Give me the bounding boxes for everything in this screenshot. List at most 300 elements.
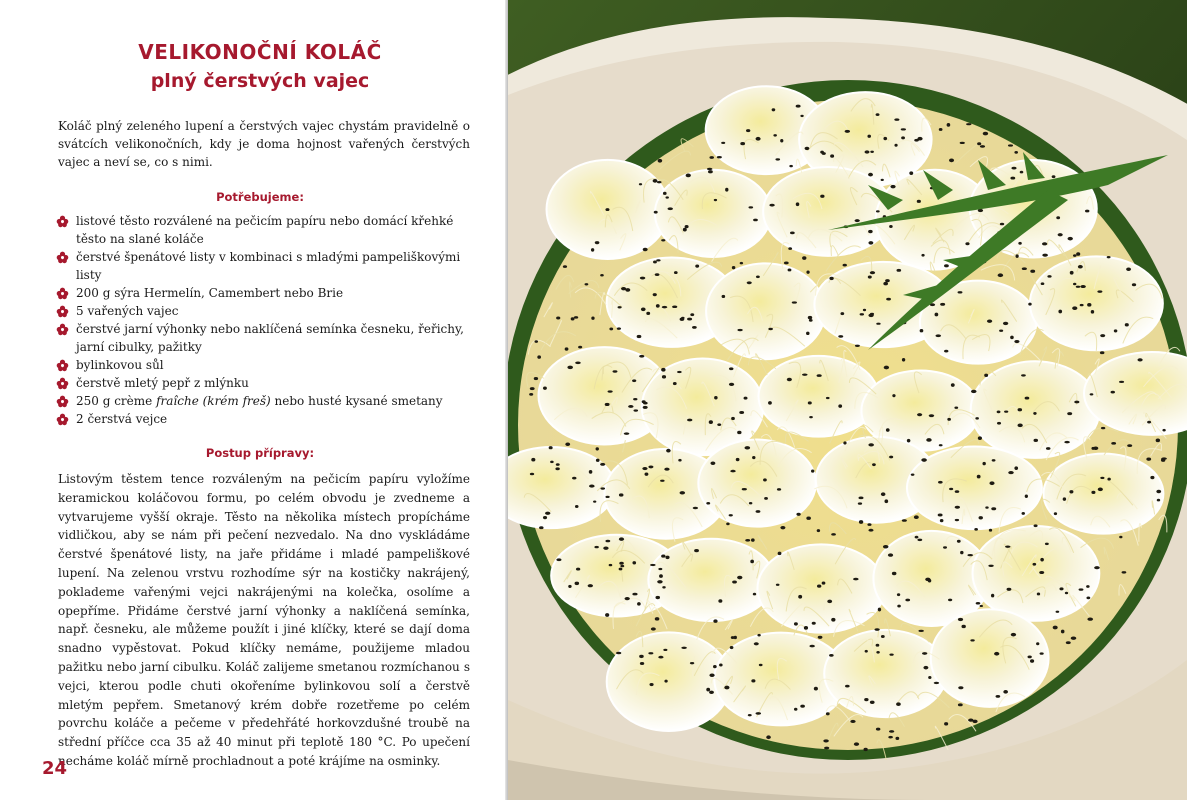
seed: [672, 305, 677, 308]
seed: [939, 128, 943, 131]
seed: [876, 644, 880, 647]
ingredients-list: [54, 212, 474, 428]
seed: [1042, 254, 1048, 257]
seed: [1037, 592, 1040, 595]
seed: [1071, 637, 1077, 640]
seed: [534, 340, 538, 343]
egg-slice: [824, 630, 946, 717]
seed: [868, 443, 874, 446]
seed: [567, 366, 573, 369]
seed: [1010, 177, 1015, 180]
seed: [534, 377, 538, 380]
seed: [600, 274, 604, 277]
seed: [693, 507, 698, 509]
seed: [642, 467, 647, 470]
seed: [681, 647, 687, 649]
seed: [729, 383, 734, 386]
seed: [845, 685, 850, 688]
seed: [756, 137, 761, 141]
seed: [947, 418, 951, 421]
seed: [1014, 151, 1018, 154]
seed: [763, 478, 767, 481]
list-item: listové těsto rozválené na pečicím papíru nebo domácí křehké těsto na slané koláče: [54, 212, 474, 248]
seed: [646, 312, 650, 315]
seed: [653, 293, 657, 296]
seed: [1010, 336, 1014, 340]
seed: [663, 649, 667, 651]
seed: [1011, 633, 1016, 637]
seed: [920, 329, 924, 332]
seed: [575, 505, 579, 508]
list-item: čerstvé špenátové listy v kombinaci s mladými pampeliškovými listy: [54, 248, 474, 284]
seed: [999, 330, 1003, 332]
seed: [1022, 267, 1027, 270]
seed: [666, 449, 671, 453]
seed: [823, 739, 828, 742]
seed: [794, 622, 798, 625]
seed: [864, 748, 868, 751]
seed: [889, 654, 893, 656]
seed: [970, 639, 974, 641]
seed: [665, 556, 669, 559]
seed: [1090, 393, 1094, 395]
seed: [890, 185, 895, 189]
seed: [1021, 374, 1026, 376]
seed: [708, 170, 713, 173]
seed: [870, 271, 875, 274]
seed: [589, 485, 595, 488]
seed: [978, 436, 982, 440]
seed: [817, 529, 820, 532]
seed: [1027, 655, 1031, 658]
seed: [860, 313, 864, 315]
seed: [923, 666, 928, 670]
seed: [619, 493, 624, 496]
flower-bullet-icon: [56, 251, 69, 264]
seed: [637, 602, 641, 606]
seed: [776, 584, 780, 586]
seed: [1015, 254, 1018, 258]
seed: [729, 514, 733, 516]
seed: [886, 298, 891, 301]
seed: [830, 154, 834, 157]
seed: [632, 379, 636, 382]
seed: [1058, 310, 1062, 314]
seed: [838, 335, 843, 338]
flower-bullet-icon: [56, 305, 69, 318]
seed: [958, 618, 963, 621]
seed: [549, 446, 553, 449]
seed: [987, 319, 992, 322]
seed: [940, 303, 945, 306]
seed: [1018, 408, 1023, 411]
seed: [1114, 329, 1118, 332]
seed: [1022, 512, 1025, 515]
seed: [991, 507, 996, 510]
seed: [1052, 175, 1056, 178]
seed: [1040, 652, 1044, 654]
seed: [1007, 588, 1012, 591]
seed: [617, 327, 621, 330]
seed: [619, 568, 623, 571]
seed: [859, 520, 863, 524]
seed: [800, 115, 803, 117]
seed: [917, 413, 922, 416]
seed: [747, 281, 752, 284]
seed: [977, 475, 981, 479]
seed: [571, 317, 575, 320]
seed: [1156, 490, 1161, 494]
seed: [1074, 401, 1079, 404]
seed: [876, 113, 880, 116]
seed: [966, 123, 972, 125]
seed: [976, 602, 981, 605]
seed: [706, 688, 710, 692]
seed: [529, 393, 533, 396]
seed: [822, 582, 826, 585]
seed: [988, 565, 993, 567]
seed: [980, 605, 983, 607]
seed: [734, 636, 737, 639]
seed: [858, 497, 863, 500]
seed: [1056, 611, 1060, 613]
seed: [1073, 283, 1076, 286]
seed: [826, 397, 830, 399]
seed: [596, 447, 599, 450]
seed: [568, 585, 571, 588]
seed: [656, 259, 660, 261]
seed: [722, 295, 726, 298]
seed: [690, 662, 694, 664]
recipe-intro: Koláč plný zeleného lupení a čerstvých vajec chystám pravidelně o svátcích velikonočních, kdy je doma hojnost vařených čerstvých vajec a neví se, co s nimi.: [58, 119, 470, 169]
seed: [600, 487, 605, 489]
seed: [1098, 488, 1103, 492]
procedure-heading: Postup přípravy:: [205, 446, 315, 460]
seed: [632, 561, 636, 564]
seed: [653, 179, 658, 183]
seed: [1005, 546, 1010, 548]
seed: [1053, 626, 1058, 630]
seed: [1126, 268, 1131, 271]
seed: [1020, 171, 1024, 174]
seed: [863, 309, 866, 311]
seed: [917, 539, 922, 541]
seed: [591, 248, 594, 252]
seed: [550, 461, 554, 464]
flower-bullet-icon: [56, 395, 69, 408]
seed: [974, 528, 978, 531]
seed: [674, 271, 678, 274]
seed: [889, 456, 893, 459]
seed: [537, 355, 541, 358]
flower-bullet-icon: [56, 377, 69, 390]
seed: [1059, 587, 1063, 590]
photo-page: [508, 0, 1187, 800]
seed: [753, 593, 756, 596]
seed: [706, 502, 710, 505]
seed: [971, 390, 977, 393]
seed: [914, 139, 919, 142]
seed: [855, 345, 860, 347]
seed: [732, 266, 735, 269]
seed: [543, 516, 547, 519]
seed: [943, 546, 947, 548]
seed: [663, 192, 667, 195]
seed: [648, 652, 653, 654]
seed: [1030, 270, 1035, 273]
seed: [947, 123, 951, 127]
seed: [855, 219, 860, 222]
seed: [768, 328, 773, 330]
procedure-text: Listovým těstem tence rozváleným na pečicím papíru vyložíme keramickou koláčovou formu, po celém obvodu je zvedneme a vytvarujeme vyšší okraje. Těsto na několika místech propícháme vidličkou, aby se nám při pečení nezvedalo. Na dno vyskládáme čerstvé špenátové listy, na jaře přidáme i mladé pampeliškové lupení. Na zelenou vrstvu rozhodíme sýr na kostičky nakrájený, poklademe vařenými vejci nakrájenými na kolečka, osolíme a opepříme. Přidáme čerstvé jarní výhonky a naklíčená semínka, např. česneku, ale můžeme použít i jiné klíčky, které se dají doma snadno vypěstovat. Pokud klíčky nemáme, použijeme mladou pažitku nebo jarní cibulku. Koláč zalijeme smetanou rozmíchanou s vejci, kterou podle chuti okořeníme bylinkovou solí a čerstvě mletým pepřem. Smetanový krém dobře rozetřeme po celém povrchu koláče a pečeme v předehřáté horkovzdušné troubě na střední příčce cca 35 až 40 minut při teplotě 180 °C. Po upečení necháme koláč mírně prochladnout a poté krájíme na osminky.: [58, 472, 470, 768]
seed: [1119, 381, 1124, 383]
list-item: bylinkovou sůl: [54, 356, 474, 374]
seed: [997, 411, 1001, 414]
seed: [802, 373, 807, 375]
seed: [888, 736, 893, 739]
seed: [921, 458, 927, 462]
seed: [633, 409, 638, 411]
seed: [1069, 490, 1073, 493]
seed: [884, 499, 888, 503]
seed: [724, 686, 729, 690]
seed: [605, 208, 609, 211]
seed: [806, 516, 811, 519]
seed: [1080, 285, 1086, 288]
seed: [985, 506, 988, 508]
seed: [894, 118, 899, 121]
seed: [707, 168, 712, 170]
seed: [938, 481, 943, 484]
seed: [876, 210, 880, 212]
seed: [563, 265, 567, 268]
seed: [1125, 323, 1129, 326]
text-page: [0, 0, 508, 800]
seed: [1047, 275, 1051, 278]
seed: [1061, 630, 1065, 634]
seed: [751, 679, 755, 682]
seed: [889, 730, 894, 733]
seed: [661, 368, 665, 372]
seed: [1086, 596, 1090, 599]
seed: [960, 551, 963, 554]
seed: [980, 145, 985, 148]
seed: [695, 265, 699, 268]
seed: [748, 714, 752, 716]
recipe-subtitle: plný čerstvých vajec: [150, 70, 370, 92]
seed: [961, 625, 965, 628]
seed: [809, 645, 814, 648]
seed: [897, 593, 900, 596]
seed: [659, 574, 663, 578]
seed: [608, 390, 613, 392]
seed: [539, 526, 544, 529]
seed: [1107, 478, 1110, 481]
seed: [914, 515, 919, 519]
seed: [1008, 144, 1013, 146]
seed: [680, 491, 685, 494]
seed: [1034, 439, 1038, 442]
seed: [895, 737, 899, 740]
seed: [1041, 282, 1045, 285]
seed: [984, 374, 988, 377]
seed: [657, 580, 662, 583]
seed: [624, 432, 629, 434]
seed: [748, 206, 753, 208]
seed: [655, 617, 660, 621]
seed: [1039, 571, 1044, 574]
seed: [1085, 210, 1089, 213]
seed: [645, 473, 649, 476]
seed: [954, 406, 958, 408]
seed: [1058, 233, 1063, 236]
seed: [739, 411, 744, 414]
seed: [643, 406, 648, 409]
seed: [955, 490, 960, 493]
seed: [809, 416, 813, 418]
seed: [609, 564, 613, 566]
seed: [766, 735, 771, 739]
seed: [1018, 424, 1023, 428]
seed: [918, 630, 923, 632]
seed: [870, 701, 875, 704]
seed: [730, 646, 734, 649]
seed: [881, 179, 884, 181]
seed: [1004, 410, 1008, 412]
egg-slice: [931, 609, 1049, 707]
seed: [1025, 494, 1028, 497]
seed: [1046, 447, 1051, 450]
seed: [831, 618, 835, 622]
seed: [713, 665, 717, 668]
seed: [1014, 466, 1018, 470]
seed: [809, 319, 813, 322]
seed: [1107, 256, 1111, 258]
seed: [1064, 441, 1069, 444]
seed: [1068, 237, 1073, 241]
seed: [710, 462, 715, 465]
seed: [556, 558, 561, 561]
seed: [876, 323, 880, 325]
seed: [965, 242, 969, 245]
seed: [772, 108, 776, 111]
seed: [589, 470, 593, 474]
seed: [868, 529, 873, 532]
seed: [1040, 558, 1044, 562]
seed: [977, 142, 981, 145]
seed: [1070, 271, 1074, 275]
seed: [655, 273, 660, 276]
flower-bullet-icon: [56, 287, 69, 300]
seed: [944, 722, 948, 725]
seed: [802, 256, 806, 260]
seed: [1100, 477, 1104, 479]
seed: [1111, 391, 1115, 394]
seed: [806, 332, 809, 335]
seed: [1076, 252, 1080, 256]
seed: [653, 260, 657, 263]
list-item: 2 čerstvá vejce: [54, 410, 474, 428]
seed: [650, 564, 655, 566]
seed: [1063, 497, 1066, 500]
egg-slice: [648, 539, 774, 621]
seed: [883, 137, 887, 140]
seed: [605, 540, 610, 543]
seed: [1100, 334, 1105, 337]
seed: [994, 652, 999, 656]
seed: [818, 636, 823, 639]
seed: [888, 553, 893, 556]
seed: [922, 652, 927, 655]
seed: [1066, 641, 1071, 644]
seed: [949, 488, 953, 490]
seed: [1156, 439, 1160, 443]
seed: [1073, 254, 1077, 257]
seed: [1161, 457, 1167, 460]
egg-slice: [1043, 454, 1163, 534]
seed: [725, 188, 728, 192]
seed: [840, 312, 844, 315]
seed: [790, 232, 795, 235]
seed: [1056, 216, 1060, 219]
seed: [788, 247, 792, 250]
seed: [989, 529, 992, 532]
seed: [751, 538, 755, 541]
seed: [654, 211, 658, 214]
seed: [574, 316, 578, 319]
seed: [753, 219, 758, 222]
seed: [594, 546, 598, 548]
seed: [820, 195, 824, 198]
egg-slice: [757, 544, 884, 632]
seed: [902, 519, 907, 522]
seed: [892, 572, 897, 575]
seed: [1072, 306, 1077, 310]
seed: [788, 269, 792, 272]
seed: [1079, 588, 1084, 590]
seed: [865, 650, 868, 653]
seed: [737, 329, 742, 331]
seed: [958, 686, 963, 689]
list-item: 5 vařených vajec: [54, 302, 474, 320]
page-number: 24: [42, 758, 68, 779]
seed: [944, 350, 948, 353]
seed: [958, 703, 963, 706]
seed: [983, 132, 988, 136]
seed: [680, 318, 685, 321]
seed: [939, 444, 943, 446]
seed: [613, 370, 618, 372]
seed: [824, 747, 829, 750]
seed: [940, 519, 944, 522]
seed: [1045, 543, 1049, 545]
seed: [657, 181, 662, 183]
seed: [1034, 524, 1038, 527]
recipe-title: VELIKONOČNÍ KOLÁČ: [138, 40, 382, 64]
seed: [605, 403, 610, 406]
seed: [633, 398, 637, 400]
list-item: 200 g sýra Hermelín, Camembert nebo Brie: [54, 284, 474, 302]
seed: [1094, 566, 1100, 569]
seed: [1011, 167, 1016, 170]
ingredients-heading: Potřebujeme:: [216, 190, 304, 204]
egg-slice: [759, 356, 879, 437]
seed: [1147, 421, 1151, 424]
seed: [894, 144, 897, 147]
seed: [556, 317, 560, 320]
seed: [656, 304, 660, 308]
seed: [901, 136, 905, 139]
